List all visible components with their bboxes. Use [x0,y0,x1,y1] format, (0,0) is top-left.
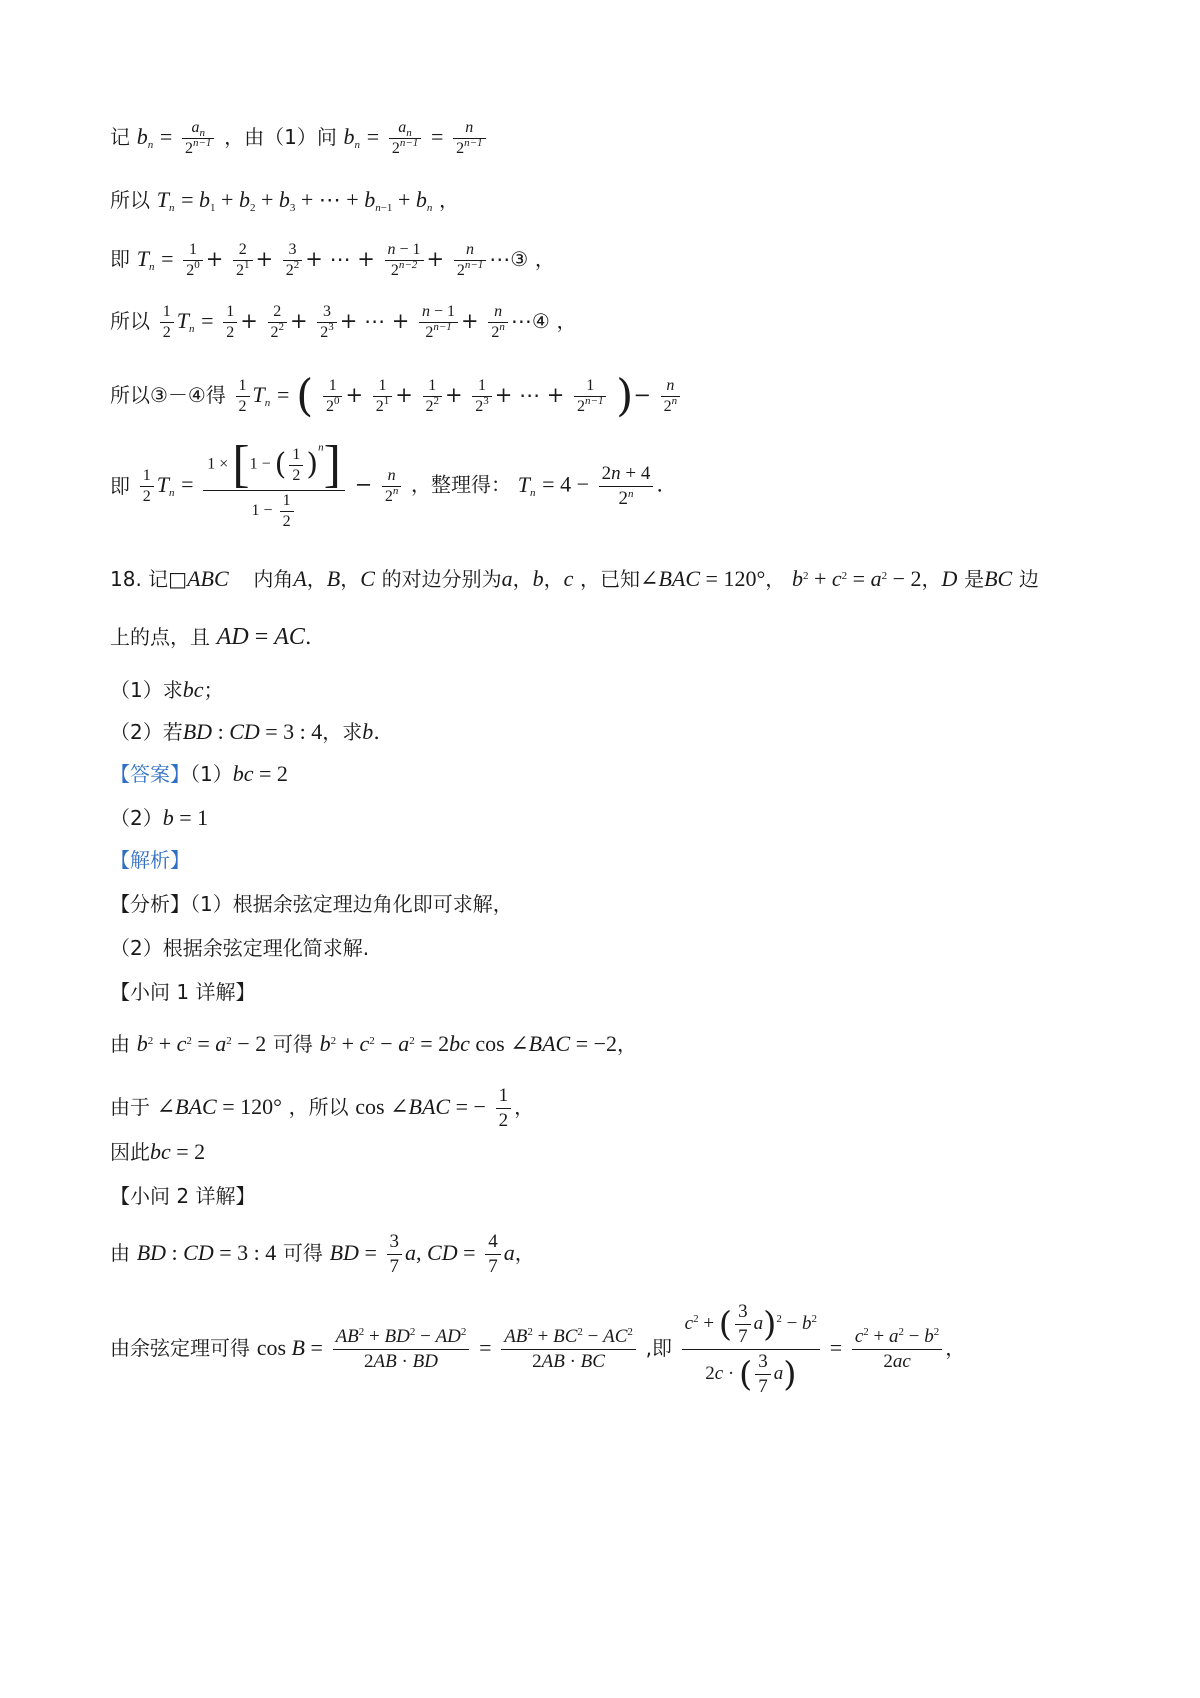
solution-1-line1: 由 $b^2 + c^2 = a^2 - 2$ 可得 $b^2 + c^2 - a^2 = 2bc$ cos ∠BAC = −2， [110,1031,638,1056]
line-bn-definition: 记 $b_n$ = $\frac{a_n}{2^{n-1}}$ ，由（1）问 $b_n$ = $\frac{a_n}{2^{n-1}}$ = $\frac{n}{2^{n-1}}$ [110,118,489,159]
line-eq3: 即 $T_n$ = $\frac{1}{2^0}$ + $\frac{2}{2^1}$ + $\frac{3}{2^2}$ + ⋯ + $\frac{n - 1}{2^{n-2}}$ + $\frac{n}{2^{n-1}}$ ⋯③ ， [110,241,555,279]
sub-question-1-heading: 【小问 1 详解】 [110,980,256,1004]
question-18-part1: （1）求bc； [110,677,224,702]
line-eq4: 所以 $\frac{1}{2}$ $T_n$ = $\frac{1}{2}$ + $\frac{2}{2^2}$ + $\frac{3}{2^3}$ + ⋯ + $\frac{n - 1}{2^{n-1}}$ + $\frac{n}{2^n}$ ⋯④ ， [110,303,577,341]
analysis-label: 【解析】 [110,848,190,872]
line-subtract: 所以③－④得 $\frac{1}{2}$ $T_n$ = ( $\frac{1}{2^0}$ + $\frac{1}{2^1}$ + $\frac{1}{2^2}$ + $\frac{1}{2^3}$ + ⋯ + $\frac{1}{2^{n-1}}$ )− $\frac{n}{2^n}$ [110,376,683,417]
line-geometric-sum: 即 $\frac{1}{2}$ $T_n$ = 1 × [1 − ( $\frac{1}{2}$ )$^n$] 1 − $\frac{1}{2}$ − $\frac{n}{2^n}$ ，整理得： $T_n = 4$ − $\frac{2n + 4}{2^n}$ . [110,436,664,530]
question-18-part2: （2）若BD : CD = 3 : 4，求b. [110,719,380,744]
solution-2-line1: 由 BD : CD = 3 : 4 可得 BD = $\frac{3}{7}$ a, CD = $\frac{4}{7}$ a， [110,1231,535,1277]
analysis-part1: 【分析】（1）根据余弦定理边角化即可求解， [110,892,513,916]
solution-1-line3: 因此bc = 2 [110,1139,206,1164]
analysis-part2: （2）根据余弦定理化简求解. [110,936,370,960]
line-tn-sum: 所以 $T_n = b_1 + b_2 + b_3$ + ⋯ + $b_{n-1} + b_n$ ， [110,187,460,214]
answer-line2: （2）b = 1 [110,805,209,830]
solution-2-line2: 由余弦定理可得 cos B = $\frac{AB^2 + BD^2 - AD^2}{2AB \cdot BD}$ = $\frac{AB^2 + BC^2 - AC^2}{2AB \cdot BC}$ ,即 $c^2$ + ( $\frac{3}{7}$ $a)^2 - b^2$ 2c · ( $\frac{3}{7}$ a) = $\frac{c^2 + a^2 - b^2}{2ac}$ ， [110,1301,966,1397]
answer-line1: 【答案】（1）bc = 2 [110,761,288,786]
sub-question-2-heading: 【小问 2 详解】 [110,1184,256,1208]
solution-1-line2: 由于 ∠BAC = 120° ，所以 cos ∠BAC = − $\frac{1}{2}$ ， [110,1085,535,1131]
question-18-line2: 上的点，且 AD = AC. [110,624,312,650]
question-18-line1: 18. 记□ABC 内角A，B，C 的对边分别为a，b，c ，已知∠BAC = 120°， $b^2 + c^2 = a^2 - 2$，D 是BC 边 [110,566,1039,591]
